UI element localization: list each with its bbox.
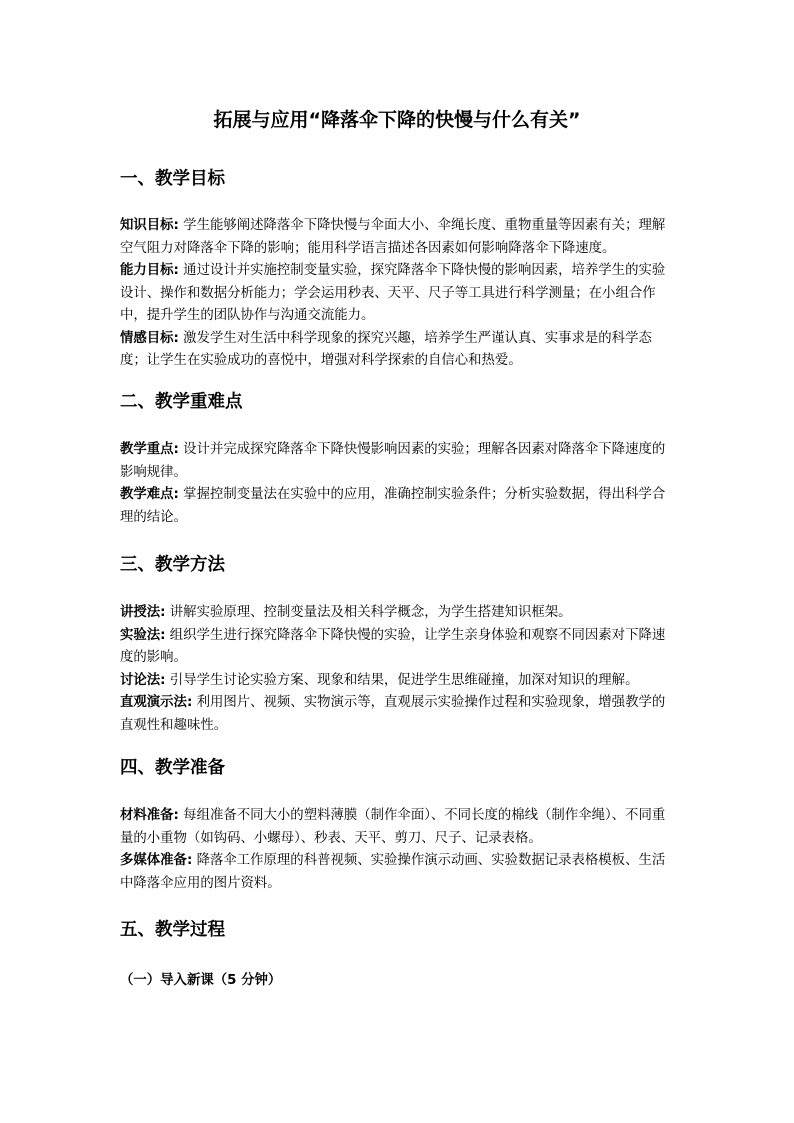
paragraph-label: 直观演示法:	[120, 695, 193, 710]
paragraph-label: 教学难点:	[120, 487, 179, 502]
paragraph-text: 利用图片、视频、实物演示等，直观展示实验操作过程和实验现象，增强教学的直观性和趣味性。	[120, 695, 666, 733]
paragraph-multimedia-preparation	[120, 850, 675, 895]
paragraph-label: 材料准备:	[120, 808, 179, 823]
paragraph-lecture-method	[120, 602, 675, 625]
subsection-heading-introduction: （一）导入新课（5 分钟）	[120, 973, 282, 988]
paragraph-demonstration-method	[120, 692, 675, 737]
section-heading-objectives: 一、教学目标	[120, 169, 225, 189]
paragraph-label: 讲授法:	[120, 605, 166, 620]
document-title: 拓展与应用“降落伞下降的快慢与什么有关”	[213, 109, 581, 131]
paragraph-experiment-method	[120, 625, 675, 670]
section-heading-key-points: 二、教学重难点	[120, 392, 243, 412]
paragraph-text: 学生能够阐述降落伞下降快慢与伞面大小、伞绳长度、重物重量等因素有关；理解空气阻力对降落伞下降的影响；能用科学语言描述各因素如何影响降落伞下降速度。	[120, 218, 666, 256]
paragraph-label: 多媒体准备:	[120, 853, 193, 868]
section-heading-methods: 三、教学方法	[120, 555, 225, 575]
paragraph-text: 设计并完成探究降落伞下降快慢影响因素的实验；理解各因素对降落伞下降速度的影响规律。	[120, 442, 666, 480]
section-body-key-points	[120, 439, 675, 529]
paragraph-label: 实验法:	[120, 627, 166, 643]
paragraph-text: 讲解实验原理、控制变量法及相关科学概念，为学生搭建知识框架。	[165, 605, 572, 620]
paragraph-discussion-method	[120, 670, 675, 693]
paragraph-knowledge-goal	[120, 215, 675, 260]
paragraph-emotion-goal	[120, 328, 675, 373]
paragraph-label: 讨论法:	[120, 672, 166, 688]
paragraph-key-point	[120, 439, 675, 484]
paragraph-material-preparation	[120, 805, 675, 850]
section-heading-preparation: 四、教学准备	[120, 758, 225, 778]
paragraph-difficult-point	[120, 484, 675, 529]
paragraph-text: 通过设计并实施控制变量实验，探究降落伞下降快慢的影响因素，培养学生的实验设计、操作和数据分析能力；学会运用秒表、天平、尺子等工具进行科学测量；在小组合作中，提升学生的团队协作与沟通交流能力。	[120, 263, 666, 323]
section-body-preparation	[120, 805, 675, 895]
section-body-methods	[120, 602, 675, 737]
paragraph-text: 激发学生对生活中科学现象的探究兴趣，培养学生严谨认真、实事求是的科学态度；让学生在实验成功的喜悦中，增强对科学探索的自信心和热爱。	[120, 330, 652, 368]
paragraph-text: 掌握控制变量法在实验中的应用，准确控制实验条件；分析实验数据，得出科学合理的结论。	[120, 487, 666, 525]
section-heading-process: 五、教学过程	[120, 920, 225, 940]
paragraph-label: 情感目标:	[120, 330, 179, 346]
paragraph-ability-goal	[120, 260, 675, 328]
paragraph-text: 组织学生进行探究降落伞下降快慢的实验，让学生亲身体验和观察不同因素对下降速度的影响。	[120, 627, 666, 665]
paragraph-label: 知识目标:	[120, 218, 179, 233]
paragraph-text: 每组准备不同大小的塑料薄膜（制作伞面）、不同长度的棉线（制作伞绳）、不同重量的小重物（如钩码、小螺母）、秒表、天平、剪刀、尺子、记录表格。	[120, 808, 666, 846]
paragraph-text: 引导学生讨论实验方案、现象和结果，促进学生思维碰撞，加深对知识的理解。	[165, 672, 639, 688]
paragraph-label: 能力目标:	[120, 263, 179, 278]
paragraph-text: 降落伞工作原理的科普视频、实验操作演示动画、实验数据记录表格模板、生活中降落伞应用的图片资料。	[120, 853, 666, 891]
paragraph-label: 教学重点:	[120, 442, 179, 457]
section-body-objectives	[120, 215, 675, 373]
